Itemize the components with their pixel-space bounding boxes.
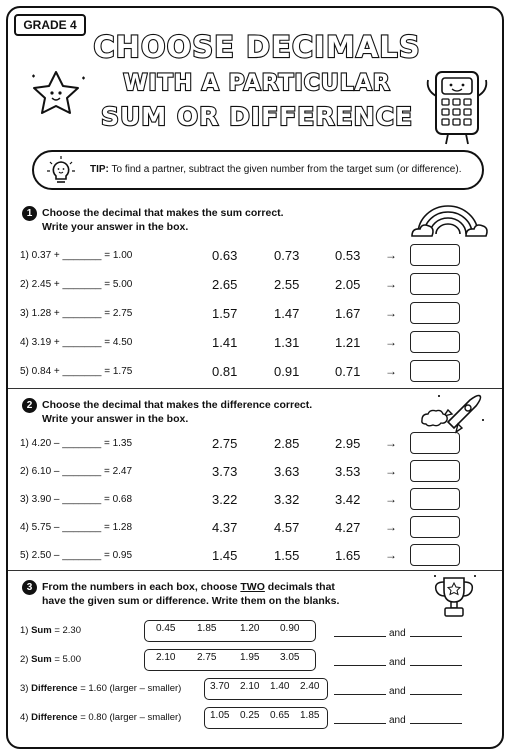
section-2-instruction-line: Choose the decimal that makes the difference correct. — [42, 399, 313, 411]
answer-blank[interactable] — [334, 636, 386, 637]
arrow-right-icon: → — [385, 520, 397, 534]
problem-equation: 1) 4.20 – _______ = 1.35 — [20, 438, 133, 449]
arrow-right-icon: → — [385, 492, 397, 506]
choice-option[interactable]: 2.55 — [274, 277, 300, 292]
section-3-number: 3 — [22, 580, 37, 595]
choice-option[interactable]: 1.45 — [212, 548, 238, 563]
number-choice[interactable]: 2.75 — [197, 652, 217, 663]
answer-blank[interactable] — [410, 723, 462, 724]
calculator-icon — [422, 66, 492, 148]
lightbulb-icon — [46, 156, 76, 186]
section-1-number: 1 — [22, 206, 37, 221]
answer-blank[interactable] — [334, 665, 386, 666]
label-target: = 5.00 — [51, 654, 82, 665]
choice-option[interactable]: 1.21 — [335, 335, 361, 350]
and-label: and — [389, 657, 406, 668]
problem-equation: 5) 0.84 + _______ = 1.75 — [20, 366, 133, 377]
arrow-right-icon: → — [385, 248, 397, 262]
choice-option[interactable]: 2.95 — [335, 436, 361, 451]
number-choice[interactable]: 2.10 — [156, 652, 176, 663]
sum-problem-row — [8, 331, 502, 357]
answer-blank[interactable] — [410, 636, 462, 637]
problem-equation: 2) 2.45 + _______ = 5.00 — [20, 279, 133, 290]
section-2-instructions — [42, 398, 312, 426]
choice-option[interactable]: 0.73 — [274, 248, 300, 263]
choice-option[interactable]: 1.41 — [212, 335, 238, 350]
choice-option[interactable]: 0.91 — [274, 364, 300, 379]
answer-box[interactable] — [410, 273, 460, 295]
choice-option[interactable]: 2.65 — [212, 277, 238, 292]
choice-option[interactable]: 3.53 — [335, 464, 361, 479]
problem-label — [20, 683, 181, 694]
answer-box[interactable] — [410, 488, 460, 510]
problem-equation: 3) 3.90 – _______ = 0.68 — [20, 494, 133, 505]
pair-problem-row — [8, 705, 502, 731]
number-choice[interactable]: 0.65 — [270, 710, 290, 721]
choice-option[interactable]: 0.53 — [335, 248, 361, 263]
number-choice[interactable]: 2.10 — [240, 681, 260, 692]
number-choice[interactable]: 0.45 — [156, 623, 176, 634]
choice-option[interactable]: 1.47 — [274, 306, 300, 321]
answer-box[interactable] — [410, 544, 460, 566]
choice-option[interactable]: 2.05 — [335, 277, 361, 292]
instruction-text: decimals that — [264, 581, 335, 593]
sum-problem-row — [8, 302, 502, 328]
answer-box[interactable] — [410, 460, 460, 482]
problem-equation: 1) 0.37 + _______ = 1.00 — [20, 250, 133, 261]
tip-box — [32, 150, 484, 190]
number-choice[interactable]: 1.05 — [210, 710, 230, 721]
section-2-number: 2 — [22, 398, 37, 413]
number-choice[interactable]: 1.85 — [197, 623, 217, 634]
problem-label — [20, 654, 81, 665]
answer-blank[interactable] — [334, 723, 386, 724]
answer-box[interactable] — [410, 360, 460, 382]
choice-option[interactable]: 1.55 — [274, 548, 300, 563]
choice-option[interactable]: 2.75 — [212, 436, 238, 451]
number-choice[interactable]: 3.70 — [210, 681, 230, 692]
section-3-instruction-line: have the given sum or difference. Write them on the blanks. — [42, 595, 340, 607]
tip-label: TIP: — [90, 164, 109, 175]
number-choice[interactable]: 0.25 — [240, 710, 260, 721]
choice-option[interactable]: 3.73 — [212, 464, 238, 479]
difference-problem-row — [8, 488, 502, 514]
problem-equation: 4) 5.75 – _______ = 1.28 — [20, 522, 133, 533]
sum-problem-row — [8, 360, 502, 386]
grade-badge: GRADE 4 — [14, 14, 86, 36]
choice-option[interactable]: 3.32 — [274, 492, 300, 507]
answer-blank[interactable] — [334, 694, 386, 695]
problem-equation: 4) 3.19 + _______ = 4.50 — [20, 337, 133, 348]
choice-option[interactable]: 4.57 — [274, 520, 300, 535]
choice-option[interactable]: 1.31 — [274, 335, 300, 350]
choice-option[interactable]: 3.63 — [274, 464, 300, 479]
pair-problem-row — [8, 647, 502, 673]
label-number: 4) — [20, 712, 32, 723]
answer-blank[interactable] — [410, 694, 462, 695]
difference-problem-row — [8, 544, 502, 570]
pair-problem-row — [8, 676, 502, 702]
section-3-instructions — [42, 580, 339, 608]
difference-problem-row — [8, 516, 502, 542]
sum-problem-row — [8, 273, 502, 299]
trophy-icon — [428, 572, 480, 622]
tip-body: To find a partner, subtract the given number from the target sum (or difference). — [108, 164, 462, 175]
number-choice[interactable]: 1.40 — [270, 681, 290, 692]
section-3-instruction-line — [42, 580, 339, 594]
answer-box[interactable] — [410, 302, 460, 324]
label-number: 3) — [20, 683, 32, 694]
label-keyword: Sum — [31, 654, 52, 665]
label-keyword: Sum — [31, 625, 52, 636]
label-number: 2) — [20, 654, 32, 665]
label-keyword: Difference — [31, 683, 78, 694]
choice-option[interactable]: 3.22 — [212, 492, 238, 507]
number-choice[interactable]: 0.90 — [280, 623, 300, 634]
number-choice[interactable]: 1.95 — [240, 652, 260, 663]
choice-option[interactable]: 0.63 — [212, 248, 238, 263]
arrow-right-icon: → — [385, 364, 397, 378]
answer-blank[interactable] — [410, 665, 462, 666]
section-1-instruction-line: Choose the decimal that makes the sum correct. — [42, 207, 284, 219]
choice-option[interactable]: 4.27 — [335, 520, 361, 535]
choice-option[interactable]: 1.65 — [335, 548, 361, 563]
section-divider — [8, 570, 502, 571]
choice-option[interactable]: 1.67 — [335, 306, 361, 321]
arrow-right-icon: → — [385, 548, 397, 562]
number-choice[interactable]: 3.05 — [280, 652, 300, 663]
tip-text — [90, 164, 461, 175]
problem-equation: 3) 1.28 + _______ = 2.75 — [20, 308, 133, 319]
number-choice[interactable]: 1.85 — [300, 710, 320, 721]
arrow-right-icon: → — [385, 436, 397, 450]
difference-problem-row — [8, 460, 502, 486]
answer-box[interactable] — [410, 432, 460, 454]
and-label: and — [389, 715, 406, 726]
section-2-instruction-line: Write your answer in the box. — [42, 413, 189, 425]
answer-box[interactable] — [410, 331, 460, 353]
title-line-1: CHOOSE DECIMALS — [93, 30, 421, 64]
sum-problem-row — [8, 244, 502, 270]
arrow-right-icon: → — [385, 335, 397, 349]
and-label: and — [389, 686, 406, 697]
arrow-right-icon: → — [385, 277, 397, 291]
title-line-3: SUM OR DIFFERENCE — [100, 102, 414, 131]
choice-option[interactable]: 4.37 — [212, 520, 238, 535]
label-keyword: Difference — [31, 712, 78, 723]
problem-equation: 2) 6.10 – _______ = 2.47 — [20, 466, 133, 477]
number-choice[interactable]: 1.20 — [240, 623, 260, 634]
answer-box[interactable] — [410, 516, 460, 538]
instruction-text: From the numbers in each box, choose — [42, 581, 241, 593]
difference-problem-row — [8, 432, 502, 458]
star-icon — [28, 68, 88, 118]
problem-label — [20, 712, 181, 723]
choice-option[interactable]: 3.42 — [335, 492, 361, 507]
choice-option[interactable]: 1.57 — [212, 306, 238, 321]
choice-option[interactable]: 0.81 — [212, 364, 238, 379]
label-target: = 0.80 (larger – smaller) — [77, 712, 182, 723]
choice-option[interactable]: 2.85 — [274, 436, 300, 451]
section-divider — [8, 388, 502, 389]
arrow-right-icon: → — [385, 464, 397, 478]
label-target: = 1.60 (larger – smaller) — [77, 683, 182, 694]
section-1-instruction-line: Write your answer in the box. — [42, 221, 189, 233]
instruction-emphasis: TWO — [240, 581, 265, 593]
label-number: 1) — [20, 625, 32, 636]
rainbow-icon — [410, 196, 488, 242]
problem-label — [20, 625, 81, 636]
answer-box[interactable] — [410, 244, 460, 266]
arrow-right-icon: → — [385, 306, 397, 320]
section-1-instructions — [42, 206, 284, 234]
pair-problem-row — [8, 618, 502, 644]
and-label: and — [389, 628, 406, 639]
worksheet-page — [6, 6, 504, 749]
rocket-icon — [418, 390, 488, 434]
choice-option[interactable]: 0.71 — [335, 364, 361, 379]
title-line-2: WITH A PARTICULAR — [123, 71, 391, 96]
number-choice[interactable]: 2.40 — [300, 681, 320, 692]
problem-equation: 5) 2.50 – _______ = 0.95 — [20, 550, 133, 561]
label-target: = 2.30 — [51, 625, 82, 636]
